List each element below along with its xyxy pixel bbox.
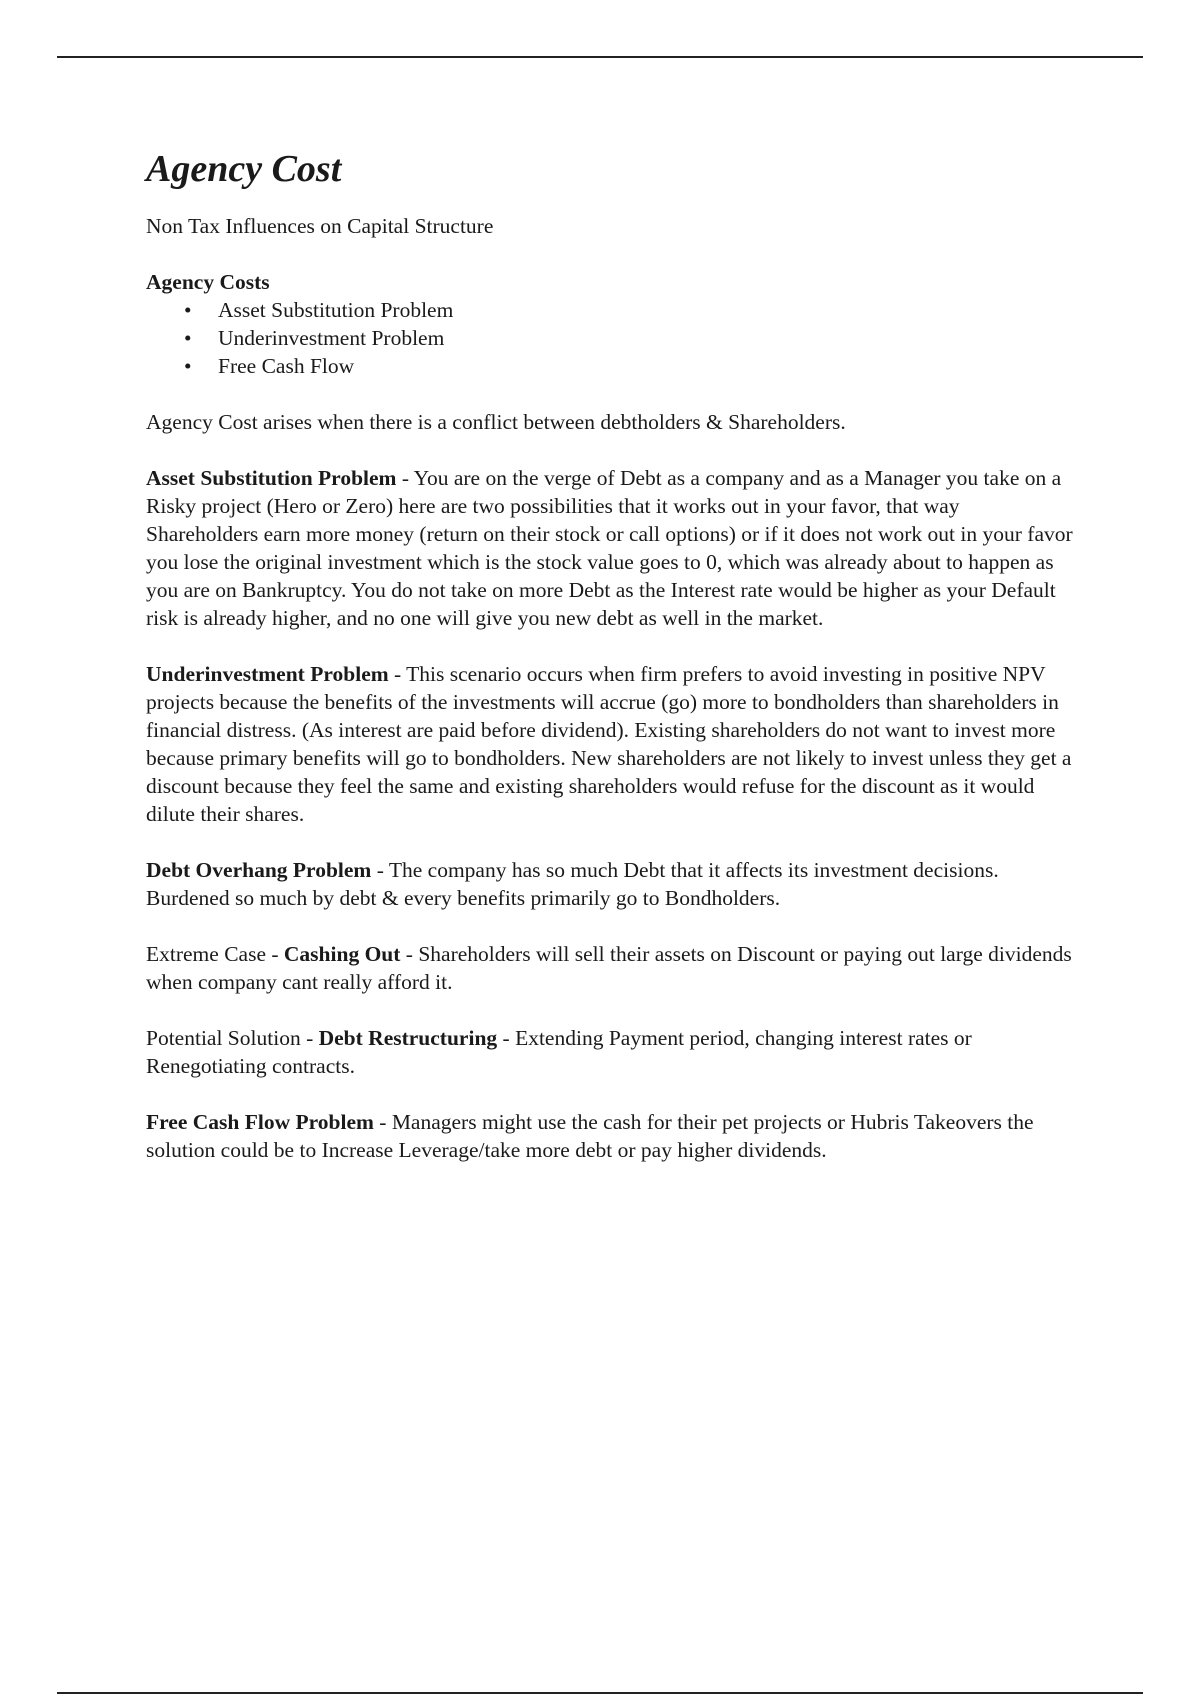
extreme-case-paragraph xyxy=(146,940,1076,996)
free-cash-flow-text: - Managers might use the cash for their pet projects or Hubris Takeovers the solution could be to Increase Leverage/take more debt or pay higher dividends. xyxy=(146,1110,1034,1162)
potential-solution-paragraph xyxy=(146,1024,1076,1080)
list-item-label: Free Cash Flow xyxy=(218,354,355,378)
potential-solution-text: - Extending Payment period, changing interest rates or Renegotiating contracts. xyxy=(146,1026,972,1078)
document-body xyxy=(146,146,1076,1192)
agency-costs-list xyxy=(146,296,1076,380)
underinvestment-text: - This scenario occurs when firm prefers to avoid investing in positive NPV projects because the benefits of the investments will accrue (go) more to bondholders than shareholders in financial distress. (As interest are paid before dividend). Existing shareholders do not want to invest more because primary benefits will go to bondholders. New shareholders are not likely to invest unless they get a discount because they feel the same and existing shareholders would refuse for the discount as it would dilute their shares. xyxy=(146,662,1072,826)
list-item-label: Underinvestment Problem xyxy=(218,326,445,350)
intro-paragraph: Agency Cost arises when there is a conflict between debtholders & Shareholders. xyxy=(146,410,846,434)
potential-solution-prefix: Potential Solution - xyxy=(146,1026,319,1050)
debt-overhang-paragraph xyxy=(146,856,1076,912)
subtitle: Non Tax Influences on Capital Structure xyxy=(146,214,494,238)
extreme-case-prefix: Extreme Case - xyxy=(146,942,284,966)
list-item xyxy=(146,324,1076,352)
asset-substitution-term: Asset Substitution Problem xyxy=(146,466,397,490)
debt-overhang-term: Debt Overhang Problem xyxy=(146,858,372,882)
cashing-out-term: Cashing Out xyxy=(283,942,401,966)
list-item-label: Asset Substitution Problem xyxy=(218,298,454,322)
bottom-rule xyxy=(57,1692,1143,1694)
free-cash-flow-term: Free Cash Flow Problem xyxy=(146,1110,374,1134)
free-cash-flow-paragraph xyxy=(146,1108,1076,1164)
extreme-case-text: - Shareholders will sell their assets on Discount or paying out large dividends when company cant really afford it. xyxy=(146,942,1072,994)
bullet-icon: • xyxy=(184,354,192,378)
agency-costs-heading: Agency Costs xyxy=(146,270,270,294)
underinvestment-paragraph xyxy=(146,660,1076,828)
asset-substitution-paragraph xyxy=(146,464,1076,632)
list-item xyxy=(146,352,1076,380)
page-title: Agency Cost xyxy=(146,148,342,190)
debt-restructuring-term: Debt Restructuring xyxy=(318,1026,498,1050)
asset-substitution-text: - You are on the verge of Debt as a company and as a Manager you take on a Risky project (Hero or Zero) here are two possibilities that it works out in your favor, that way Shareholders earn more money (return on their stock or call options) or if it does not work out in your favor you lose the original investment which is the stock value goes to 0, which was already about to happen as you are on Bankruptcy. You do not take on more Debt as the Interest rate would be higher as your Default risk is already higher, and no one will give you new debt as well in the market. xyxy=(146,466,1073,630)
underinvestment-term: Underinvestment Problem xyxy=(146,662,389,686)
bullet-icon: • xyxy=(184,298,192,322)
debt-overhang-text: - The company has so much Debt that it affects its investment decisions. Burdened so much by debt & every benefits primarily go to Bondholders. xyxy=(146,858,999,910)
bullet-icon: • xyxy=(184,326,192,350)
list-item xyxy=(146,296,1076,324)
top-rule xyxy=(57,56,1143,58)
